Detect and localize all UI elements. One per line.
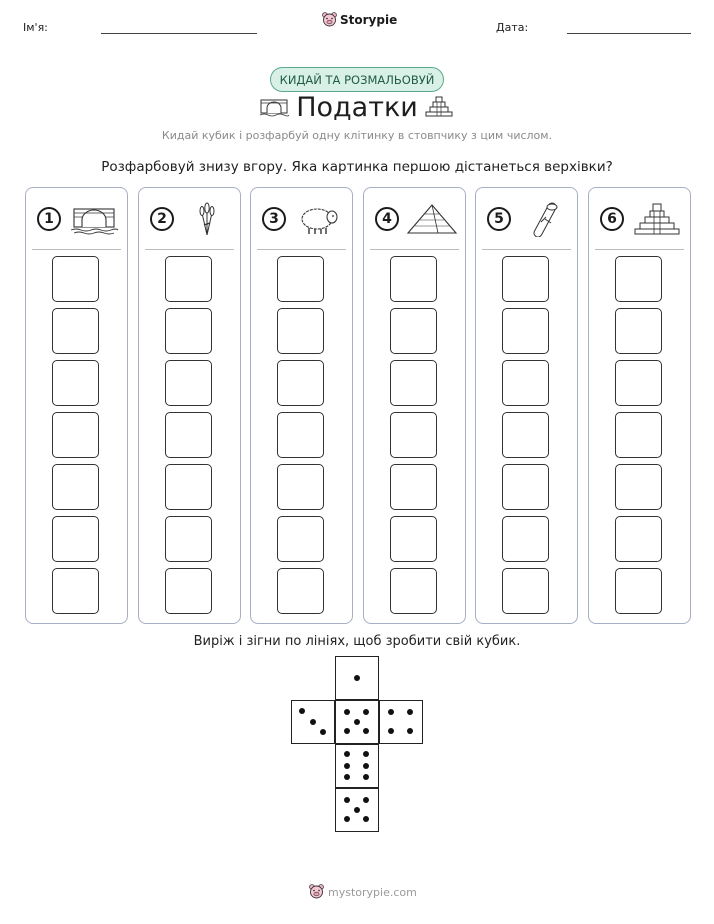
coloring-cell[interactable] bbox=[390, 516, 437, 562]
coloring-cell[interactable] bbox=[502, 360, 549, 406]
column-number: 2 bbox=[150, 207, 174, 231]
column-number: 3 bbox=[262, 207, 286, 231]
dice-pip bbox=[344, 709, 350, 715]
coloring-cell[interactable] bbox=[52, 412, 99, 458]
date-line bbox=[567, 33, 691, 34]
coloring-cell[interactable] bbox=[52, 464, 99, 510]
dice-face-5 bbox=[335, 700, 379, 744]
dice-pip bbox=[407, 728, 413, 734]
coloring-cell[interactable] bbox=[165, 516, 212, 562]
date-label: Дата: bbox=[496, 21, 529, 34]
coloring-cell[interactable] bbox=[277, 516, 324, 562]
dice-pip bbox=[344, 763, 350, 769]
coloring-cell[interactable] bbox=[502, 256, 549, 302]
column-number: 4 bbox=[375, 207, 399, 231]
activity-badge: КИДАЙ ТА РОЗМАЛЬОВУЙ bbox=[270, 67, 444, 92]
dice-pip bbox=[354, 807, 360, 813]
column-2 bbox=[138, 187, 241, 624]
dice-pip bbox=[363, 709, 369, 715]
column-4 bbox=[363, 187, 466, 624]
coloring-cell[interactable] bbox=[615, 308, 662, 354]
pig-mascot-icon bbox=[309, 884, 324, 900]
coloring-cell[interactable] bbox=[502, 464, 549, 510]
wheat-icon bbox=[181, 201, 233, 237]
dice-pip bbox=[407, 709, 413, 715]
sheep-icon bbox=[293, 201, 345, 237]
coloring-cell[interactable] bbox=[52, 516, 99, 562]
dice-pip bbox=[363, 751, 369, 757]
footer bbox=[309, 884, 417, 900]
temple-icon bbox=[422, 94, 456, 118]
coloring-cell[interactable] bbox=[615, 412, 662, 458]
coloring-cell[interactable] bbox=[502, 568, 549, 614]
coloring-cell[interactable] bbox=[615, 464, 662, 510]
name-label: Ім'я: bbox=[23, 21, 48, 34]
scroll-icon bbox=[518, 201, 570, 237]
pyramid-icon bbox=[406, 201, 458, 237]
dice-face-6 bbox=[335, 744, 379, 788]
coloring-cell[interactable] bbox=[277, 256, 324, 302]
dice-pip bbox=[299, 708, 305, 714]
column-number: 5 bbox=[487, 207, 511, 231]
coloring-cell[interactable] bbox=[52, 568, 99, 614]
brand-logo bbox=[322, 12, 397, 28]
column-divider bbox=[482, 249, 571, 250]
dice-face-4 bbox=[379, 700, 423, 744]
column-divider bbox=[257, 249, 346, 250]
coloring-cell[interactable] bbox=[165, 568, 212, 614]
temple-icon bbox=[631, 201, 683, 237]
column-number: 1 bbox=[37, 207, 61, 231]
column-divider bbox=[370, 249, 459, 250]
dice-pip bbox=[388, 728, 394, 734]
dice-face-5 bbox=[335, 788, 379, 832]
coloring-cell[interactable] bbox=[390, 412, 437, 458]
subtitle: Кидай кубик і розфарбуй одну клітинку в стовпчику з цим числом. bbox=[161, 129, 553, 142]
coloring-cell[interactable] bbox=[390, 568, 437, 614]
dice-pip bbox=[363, 728, 369, 734]
column-divider bbox=[32, 249, 121, 250]
pig-mascot-icon bbox=[322, 12, 337, 28]
coloring-cell[interactable] bbox=[165, 464, 212, 510]
dice-face-1 bbox=[335, 656, 379, 700]
coloring-cell[interactable] bbox=[277, 360, 324, 406]
bridge-icon bbox=[68, 201, 120, 237]
coloring-cell[interactable] bbox=[615, 568, 662, 614]
coloring-cell[interactable] bbox=[502, 308, 549, 354]
column-6 bbox=[588, 187, 691, 624]
dice-pip bbox=[344, 816, 350, 822]
cut-instruction: Виріж і зігни по лініях, щоб зробити свій кубик. bbox=[193, 634, 521, 649]
coloring-cell[interactable] bbox=[390, 464, 437, 510]
dice-face-3 bbox=[291, 700, 335, 744]
dice-pip bbox=[344, 728, 350, 734]
dice-pip bbox=[344, 797, 350, 803]
dice-pip bbox=[354, 719, 360, 725]
coloring-cell[interactable] bbox=[165, 256, 212, 302]
coloring-cell[interactable] bbox=[277, 308, 324, 354]
coloring-cell[interactable] bbox=[615, 360, 662, 406]
coloring-cell[interactable] bbox=[52, 256, 99, 302]
dice-pip bbox=[363, 774, 369, 780]
dice-pip bbox=[344, 751, 350, 757]
dice-pip bbox=[363, 763, 369, 769]
coloring-cell[interactable] bbox=[277, 568, 324, 614]
dice-pip bbox=[363, 797, 369, 803]
dice-pip bbox=[310, 719, 316, 725]
coloring-cell[interactable] bbox=[615, 256, 662, 302]
dice-pip bbox=[363, 816, 369, 822]
column-divider bbox=[595, 249, 684, 250]
column-divider bbox=[145, 249, 234, 250]
name-line bbox=[101, 33, 257, 34]
dice-pip bbox=[320, 729, 326, 735]
footer-url: mystorypie.com bbox=[328, 885, 417, 899]
dice-pip bbox=[388, 709, 394, 715]
page-title: Податки bbox=[296, 92, 418, 123]
coloring-cell[interactable] bbox=[165, 412, 212, 458]
dice-pip bbox=[354, 675, 360, 681]
coloring-cell[interactable] bbox=[390, 256, 437, 302]
coloring-cell[interactable] bbox=[165, 360, 212, 406]
coloring-cell[interactable] bbox=[502, 516, 549, 562]
coloring-cell[interactable] bbox=[390, 360, 437, 406]
column-number: 6 bbox=[600, 207, 624, 231]
coloring-cell[interactable] bbox=[615, 516, 662, 562]
coloring-cell[interactable] bbox=[52, 360, 99, 406]
dice-pip bbox=[344, 774, 350, 780]
coloring-cell[interactable] bbox=[52, 308, 99, 354]
coloring-cell[interactable] bbox=[277, 412, 324, 458]
instruction: Розфарбовуй знизу вгору. Яка картинка першою дістанеться верхівки? bbox=[101, 159, 613, 175]
column-5 bbox=[475, 187, 578, 624]
coloring-cell[interactable] bbox=[390, 308, 437, 354]
brand-name: Storypie bbox=[340, 13, 398, 27]
coloring-cell[interactable] bbox=[277, 464, 324, 510]
coloring-cell[interactable] bbox=[502, 412, 549, 458]
column-1 bbox=[25, 187, 128, 624]
column-3 bbox=[250, 187, 353, 624]
coloring-cell[interactable] bbox=[165, 308, 212, 354]
